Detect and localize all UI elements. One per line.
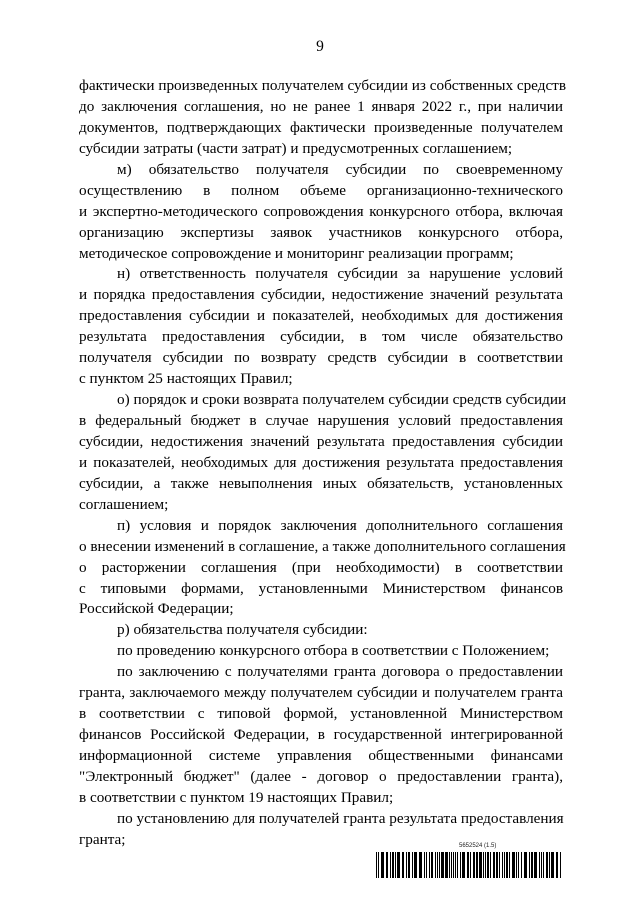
text-line: субсидии затраты (части затрат) и предусмотренных соглашением; [79, 139, 513, 157]
text-line: в соответствии с типовой формой, установленной Министерством [79, 705, 563, 723]
paragraph [79, 264, 563, 390]
text-line: предоставления субсидии и показателей, необходимых для достижения [79, 307, 563, 325]
text-line: субсидии, а также невыполнения иных обязательств, установленных [79, 474, 563, 492]
text-line: информационной системе управления общественными финансами [79, 747, 563, 764]
text-line: финансов Российской Федерации, в государственной интегрированной [79, 726, 563, 744]
text-line: р) обязательства получателя субсидии: [117, 621, 368, 639]
text-line: "Электронный бюджет" (далее - договор о предоставлении гранта), [79, 767, 563, 785]
paragraph [79, 76, 566, 160]
text-line: в федеральный бюджет в случае нарушения условий предоставления [79, 412, 563, 429]
text-line: по проведению конкурсного отбора в соответствии с Положением; [117, 642, 550, 660]
text-line: Российской Федерации; [79, 600, 234, 618]
text-line: субсидии, недостижения значений результата предоставления субсидии [79, 432, 563, 450]
paragraph [79, 390, 567, 516]
text-line: с пунктом 25 настоящих Правил; [79, 370, 293, 388]
text-line: документов, подтверждающих фактически произведенные получателем [79, 118, 563, 136]
text-line: м) обязательство получателя субсидии по своевременному [117, 160, 563, 178]
text-line: гранта; [79, 830, 126, 848]
text-line: гранта, заключаемого между получателем субсидии и получателем гранта [79, 684, 563, 702]
text-line: до заключения соглашения, но не ранее 1 января 2022 г., при наличии [79, 97, 563, 115]
text-line: о) порядок и сроки возврата получателем субсидии средств субсидии [117, 391, 567, 409]
text-line: о внесении изменений в соглашение, а также дополнительного соглашения [79, 537, 566, 555]
text-line: н) ответственность получателя субсидии за нарушение условий [117, 265, 563, 283]
paragraph [79, 160, 563, 265]
text-line: в соответствии с пунктом 19 настоящих Правил; [79, 788, 394, 806]
document-code: 5652524 (1.5) [459, 843, 497, 849]
body-text [79, 76, 567, 851]
text-line: о расторжении соглашения (при необходимости) в соответствии [79, 558, 563, 576]
text-line: организацию экспертизы заявок участников конкурсного отбора, [79, 223, 563, 241]
text-line: фактически произведенных получателем субсидии из собственных средств [79, 77, 566, 94]
paragraph [79, 620, 563, 641]
text-line: по установлению для получателей гранта результата предоставления [117, 809, 564, 827]
text-line: методическое сопровождение и мониторинг реализации программ; [79, 244, 514, 262]
text-line: с типовыми формами, установленными Министерством финансов [79, 579, 563, 597]
paragraph [79, 516, 566, 621]
text-line: осуществлению в полном объеме организационно-технического [79, 181, 563, 199]
paragraph [79, 662, 563, 809]
text-line: получателя субсидии по возврату средств субсидии в соответствии [79, 349, 563, 367]
paragraph [79, 641, 563, 662]
page-number: 9 [316, 38, 324, 55]
barcode-icon [376, 852, 562, 878]
text-line: и порядка предоставления субсидии, недостижение значений результата [79, 286, 563, 304]
text-line: по заключению с получателями гранта договора о предоставлении [117, 663, 563, 681]
text-line: результата предоставления субсидии, в том числе обязательство [79, 328, 563, 346]
text-line: и показателей, необходимых для достижения результата предоставления [79, 453, 563, 471]
text-line: п) условия и порядок заключения дополнительного соглашения [117, 516, 563, 534]
text-line: соглашением; [79, 495, 169, 513]
text-line: и экспертно-методического сопровождения конкурсного отбора, включая [79, 202, 563, 220]
